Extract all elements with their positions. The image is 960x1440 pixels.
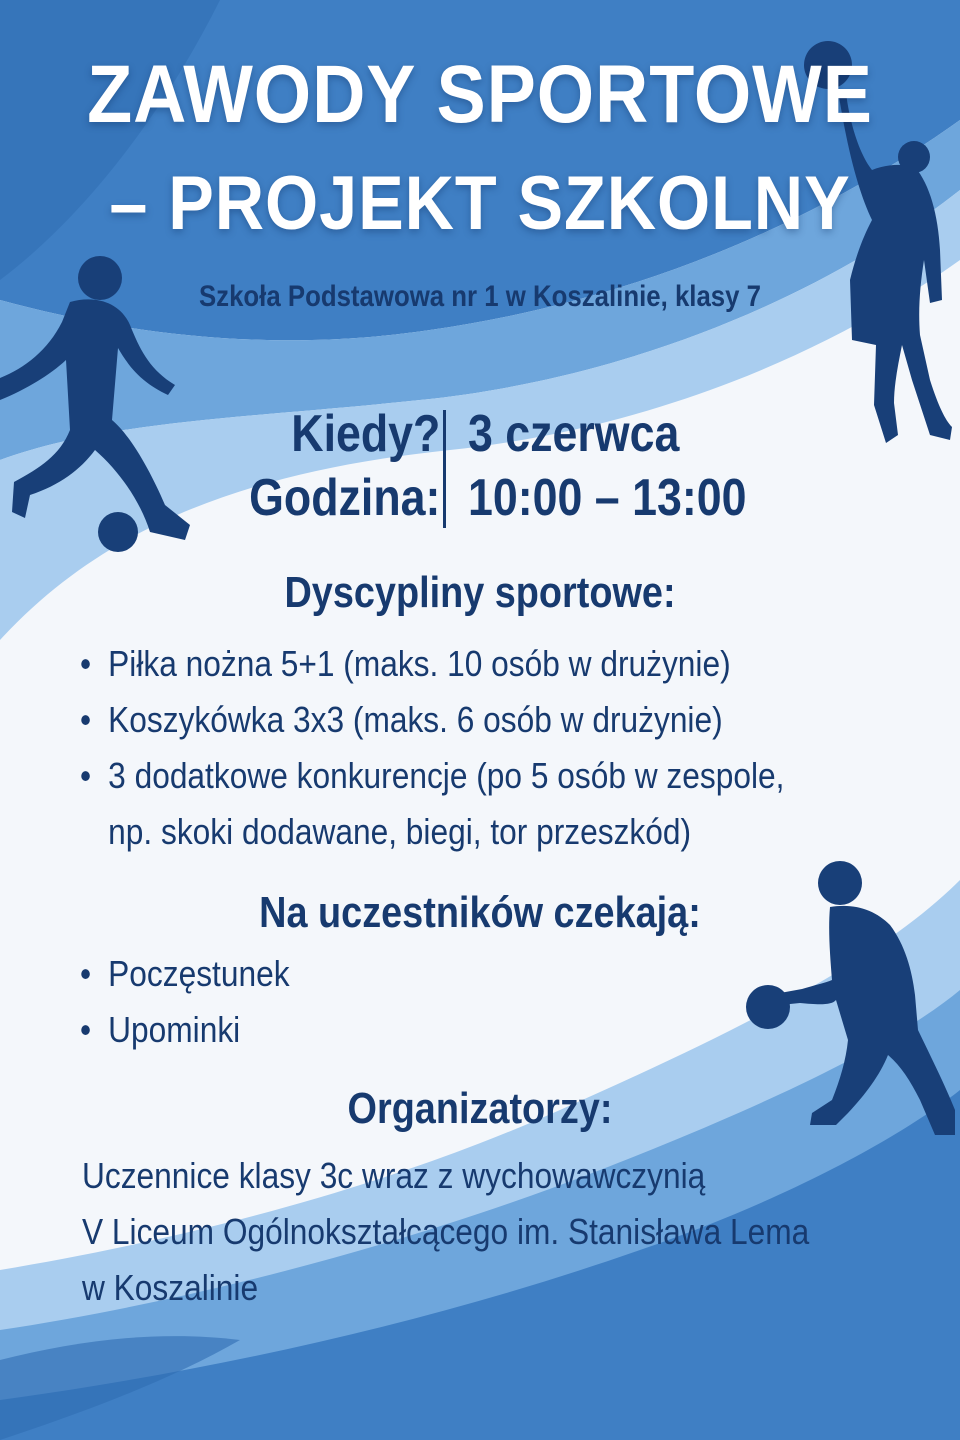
rewards-list <box>80 946 318 1058</box>
title-line-1: ZAWODY SPORTOWE <box>87 49 873 140</box>
list-item <box>80 946 290 1002</box>
title-line-2: – PROJEKT SZKOLNY <box>109 161 851 246</box>
organizers-line: Uczennice klasy 3c wraz z wychowawczynią <box>82 1155 706 1196</box>
bullet-dot-icon: • <box>80 953 92 994</box>
list-item-continuation <box>80 804 784 860</box>
bullet-dot-icon: • <box>80 699 92 740</box>
list-item-text: np. skoki dodawane, biegi, tor przeszkód) <box>108 811 692 852</box>
list-item-text: Piłka nożna 5+1 (maks. 10 osób w drużynie) <box>108 643 731 684</box>
list-item-text: 3 dodatkowe konkurencje (po 5 osób w zespole, <box>108 755 785 796</box>
organizers-heading: Organizatorzy: <box>347 1084 613 1133</box>
bullet-dot-icon: • <box>80 643 92 684</box>
date-label: Kiedy? <box>290 405 440 463</box>
bullet-dot-icon: • <box>80 755 92 796</box>
time-value: 10:00 – 13:00 <box>468 469 747 527</box>
organizers-line: V Liceum Ogólnokształcącego im. Stanisława Lema <box>82 1211 810 1252</box>
list-item-text: Upominki <box>108 1009 241 1050</box>
list-item-text: Poczęstunek <box>108 953 290 994</box>
subtitle-school: Szkoła Podstawowa nr 1 w Koszalinie, klasy 7 <box>198 280 762 313</box>
bullet-dot-icon: • <box>80 1009 92 1050</box>
rewards-heading: Na uczestników czekają: <box>259 888 701 937</box>
date-value: 3 czerwca <box>468 405 680 463</box>
list-item-text: Koszykówka 3x3 (maks. 6 osób w drużynie) <box>108 699 723 740</box>
organizers-text <box>82 1148 809 1316</box>
list-item <box>80 692 784 748</box>
disciplines-heading: Dyscypliny sportowe: <box>284 568 676 617</box>
list-item <box>80 636 784 692</box>
list-item <box>80 1002 290 1058</box>
time-label: Godzina: <box>248 469 440 527</box>
list-item <box>80 748 784 804</box>
when-divider <box>443 410 446 528</box>
disciplines-list <box>80 636 880 860</box>
organizers-line: w Koszalinie <box>82 1267 259 1308</box>
